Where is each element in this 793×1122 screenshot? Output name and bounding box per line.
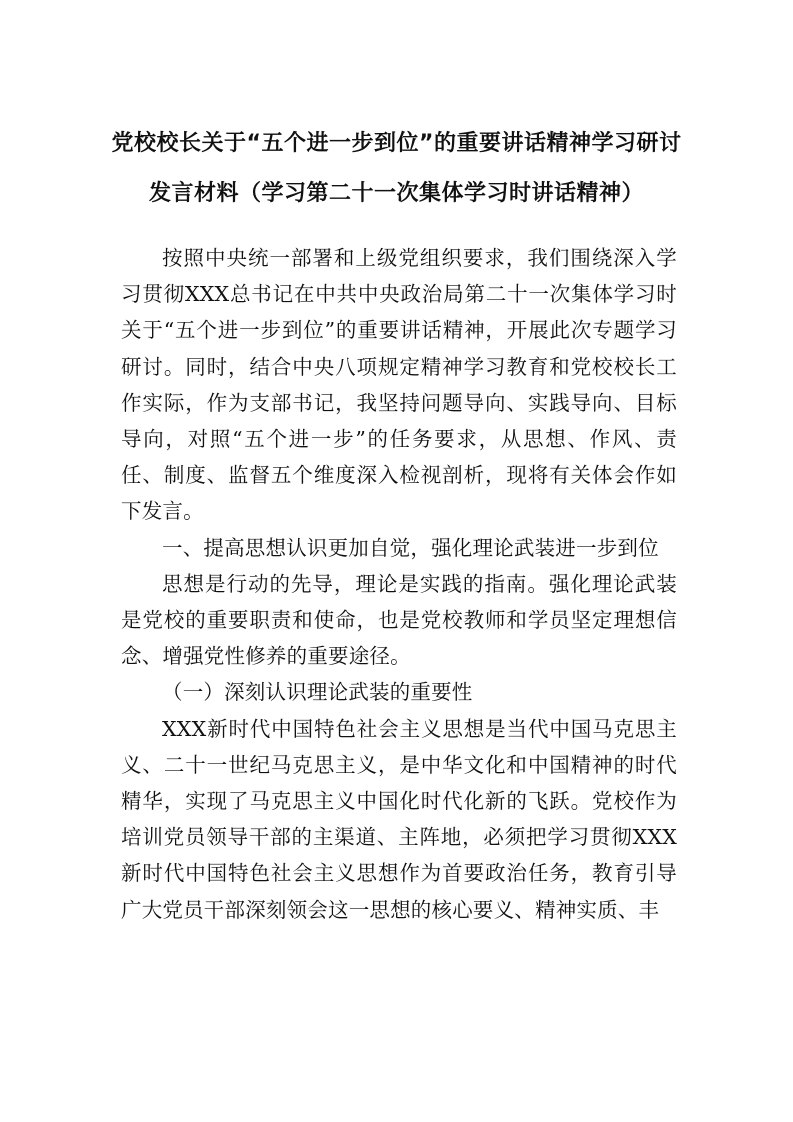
document-title-line-2: 发言材料（学习第二十一次集体学习时讲话精神） — [148, 181, 644, 206]
document-title-line-1: 党校校长关于“五个进一步到位”的重要讲话精神学习研讨 — [111, 131, 682, 156]
section-1-heading: 一、提高思想认识更加自觉，强化理论武装进一步到位 — [162, 535, 659, 560]
section-1-paragraph: 思想是行动的先导，理论是实践的指南。强化理论武装是党校的重要职责和使命，也是党校教师和学员坚定理想信念、增强党性修养的重要途径。 — [121, 571, 677, 669]
subsection-1-heading: （一）深刻认识理论武装的重要性 — [162, 680, 473, 705]
document-body — [121, 240, 677, 928]
intro-paragraph: 按照中央统一部署和上级党组织要求，我们围绕深入学习贯彻XXX总书记在中共中央政治局第二十一次集体学习时关于“五个进一步到位”的重要讲话精神，开展此次专题学习研讨。同时，结合中央八项规定精神学习教育和党校校长工作实际，作为支部书记，我坚持问题导向、实践导向、目标导向，对照“五个进一步”的任务要求，从思想、作风、责任、制度、监督五个维度深入检视剖析，现将有关体会作如下发言。 — [121, 246, 677, 524]
subsection-1-paragraph: XXX新时代中国特色社会主义思想是当代中国马克思主义、二十一世纪马克思主义，是中华文化和中国精神的时代精华，实现了马克思主义中国化时代化新的飞跃。党校作为培训党员领导干部的主渠道、主阵地，必须把学习贯彻XXX新时代中国特色社会主义思想作为首要政治任务，教育引导广大党员干部深刻领会这一思想的核心要义、精神实质、丰 — [121, 716, 677, 922]
